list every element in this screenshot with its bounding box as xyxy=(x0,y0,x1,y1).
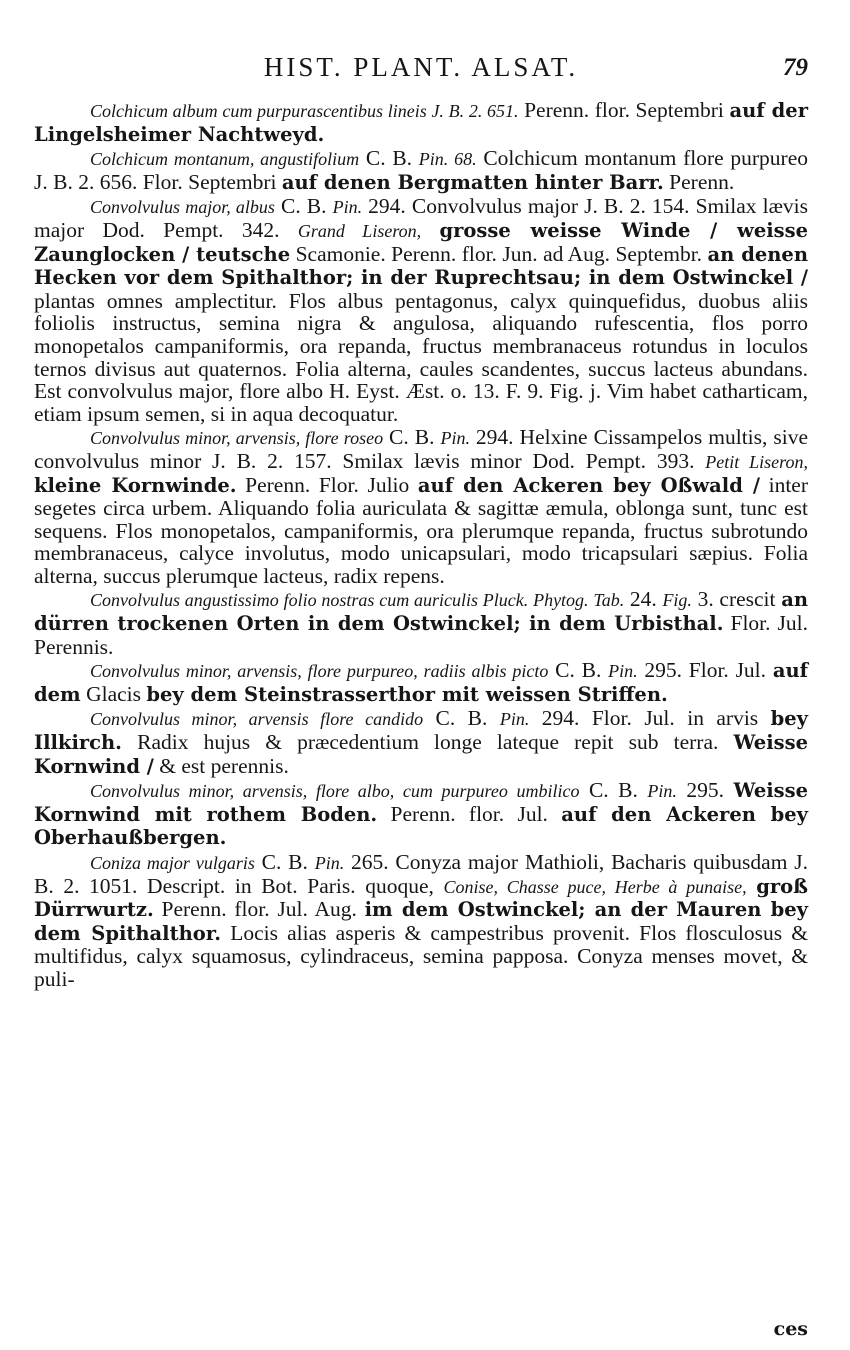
latin-text: Scamonie. Perenn. flor. Jun. ad Aug. Septembr. xyxy=(290,241,708,266)
latin-text: C. B. xyxy=(383,425,441,450)
latin-text xyxy=(747,874,757,898)
latin-text: 265. Conyza major Mathioli, Bacharis quibusdam J. B. 2. 1051. Descript. in Bot. Paris. quoque, xyxy=(34,850,808,898)
running-head xyxy=(34,52,808,92)
latin-text: Perenn. flor. Jul. xyxy=(377,801,562,826)
species-name: Conise, Chasse puce, Herbe à punaise, xyxy=(443,876,747,897)
entry-paragraph xyxy=(34,99,808,146)
german-text: kleine Kornwinde. xyxy=(34,473,237,497)
latin-text: Colchicum montanum flore purpureo J. B. 2. 656. Flor. Septembri xyxy=(34,146,809,194)
german-text: auf der Lingelsheimer Nachtweyd. xyxy=(34,99,808,146)
german-text: auf denen Bergmatten hinter Barr. xyxy=(281,170,664,194)
latin-text: C. B. xyxy=(423,706,500,731)
latin-text: 294. Convolvulus major J. B. 2. 154. Smilax lævis major Dod. Pempt. 342. xyxy=(34,194,808,242)
species-name: Coniza major vulgaris xyxy=(90,853,255,873)
german-text: groß Dürrwurtz. xyxy=(34,874,808,922)
catchword: ces xyxy=(773,1318,808,1340)
latin-text: plantas omnes amplectitur. Flos albus pentagonus, calyx quinquefidus, duobus aliis foliolis instructus, semina nigra & angulosa, aliquando rufescentia, flos porro monopetalos campaniformis, ora repanda, fructus membranaceus rotundus in loculos ternos divisus aut quaternos. Folia alterna, caules scandentes, succus lacteus abundans. Est convolvulus major, flore albo H. Eyst. Æst. o. 13. F. 9. Fig. j. Vim habet catharticam, etiam ipsum semen, si in aqua decoquatur. xyxy=(34,288,808,426)
latin-text: C. B. xyxy=(579,778,648,803)
species-name: Colchicum album cum purpurascentibus lineis J. B. 2. 651. xyxy=(90,101,519,121)
german-text: auf dem xyxy=(34,659,809,706)
species-name: Convolvulus minor, arvensis, flore roseo xyxy=(90,428,384,449)
german-text: Weisse Kornwind / xyxy=(34,731,808,778)
german-text: auf den Ackeren bey Oßwald / xyxy=(417,473,760,497)
german-text: grosse weisse Winde / weisse Zaunglocken / teutsche xyxy=(34,218,809,266)
entry-paragraph xyxy=(34,195,808,425)
latin-text: 295. xyxy=(676,778,734,803)
species-name: Fig. xyxy=(662,590,692,611)
page-number: 79 xyxy=(783,54,808,81)
german-text: auf den Ackeren bey Oberhaußbergen. xyxy=(34,802,808,850)
latin-text: 294. Flor. Jul. in arvis xyxy=(529,706,771,731)
latin-text: C. B. xyxy=(254,850,315,874)
species-name: Petit Liseron, xyxy=(705,451,808,472)
entry-paragraph xyxy=(34,588,808,658)
entry-paragraph xyxy=(34,779,808,850)
german-text: an dürren trockenen Orten in dem Ostwinckel; in dem Urbisthal. xyxy=(34,588,808,636)
species-name: Pin. xyxy=(499,709,530,730)
latin-text: Perenn. xyxy=(663,169,735,194)
latin-text: 295. Flor. Jul. xyxy=(637,658,773,683)
latin-text: Perenn. flor. Septembri xyxy=(518,98,730,122)
latin-text: 3. crescit xyxy=(691,587,782,612)
latin-text: Locis alias asperis & campestribus provenit. Flos flosculosus & multifidus, calyx squamosus, cylindraceus, semina papposa. Conyza menses movet, & puli- xyxy=(34,920,809,991)
latin-text: C. B. xyxy=(359,146,419,171)
entry-paragraph xyxy=(34,707,808,778)
species-name: Convolvulus minor, arvensis, flore purpureo, radiis albis picto xyxy=(90,661,549,682)
species-name: Convolvulus angustissimo folio nostras cum auriculis Pluck. Phytog. Tab. xyxy=(90,590,625,611)
species-name: Pin. xyxy=(608,661,638,682)
latin-text: Perenn. flor. Jul. Aug. xyxy=(153,897,365,922)
latin-text: Radix hujus & præcedentium longe lateque repit sub terra. xyxy=(121,730,734,755)
latin-text xyxy=(421,218,439,242)
latin-text: 24. xyxy=(624,587,663,612)
german-text: Weisse Kornwind mit rothem Boden. xyxy=(34,779,809,826)
german-text: im dem Ostwinckel; an der Mauren bey dem Spithalthor. xyxy=(34,898,808,945)
species-name: Pin. xyxy=(332,197,363,218)
german-text: bey Illkirch. xyxy=(34,707,808,755)
german-text: bey dem Steinstrasserthor mit weissen Striffen. xyxy=(146,682,668,706)
species-name: Convolvulus minor, arvensis, flore albo, cum purpureo umbilico xyxy=(90,781,580,802)
species-name: Pin. xyxy=(440,428,470,449)
species-name: Convolvulus minor, arvensis flore candido xyxy=(90,709,424,730)
german-text: an denen Hecken vor dem Spithalthor; in der Ruprechtsau; in dem Ostwinckel / xyxy=(34,242,808,290)
species-name: Pin. xyxy=(647,781,677,802)
latin-text: Perenn. Flor. Julio xyxy=(236,472,418,497)
species-name: Grand Liseron, xyxy=(297,220,422,241)
latin-text: C. B. xyxy=(548,658,609,683)
species-name: Colchicum montanum, angustifolium xyxy=(90,149,360,170)
text-body xyxy=(34,99,808,991)
entry-paragraph xyxy=(34,851,808,991)
species-name: Pin. xyxy=(314,853,345,873)
latin-text: inter segetes circa urbem. Aliquando folia auriculata & sagittæ æmula, oblonga sunt, tunc est sequens. Flos monopetalos, campaniformis, ora plerumque repanda, fructus subrotundo membranaceus, calyce involutus, modo unicapsulari, modo tricapsulari sæpius. Folia alterna, succus plerumque lacteus, radix repens. xyxy=(34,472,809,588)
latin-text: C. B. xyxy=(274,194,333,219)
entry-paragraph xyxy=(34,659,808,706)
latin-text: Flor. Jul. Perennis. xyxy=(34,611,808,659)
species-name: Pin. 68. xyxy=(418,149,477,170)
entry-paragraph xyxy=(34,147,808,194)
latin-text: Glacis xyxy=(80,681,147,706)
latin-text: 294. Helxine Cissampelos multis, sive convolvulus minor J. B. 2. 157. Smilax lævis minor Dod. Pempt. 393. xyxy=(34,425,808,473)
latin-text: & est perennis. xyxy=(153,753,289,778)
species-name: Convolvulus major, albus xyxy=(90,197,275,218)
entry-paragraph xyxy=(34,426,808,587)
page-title: HIST. PLANT. ALSAT. xyxy=(263,52,579,82)
